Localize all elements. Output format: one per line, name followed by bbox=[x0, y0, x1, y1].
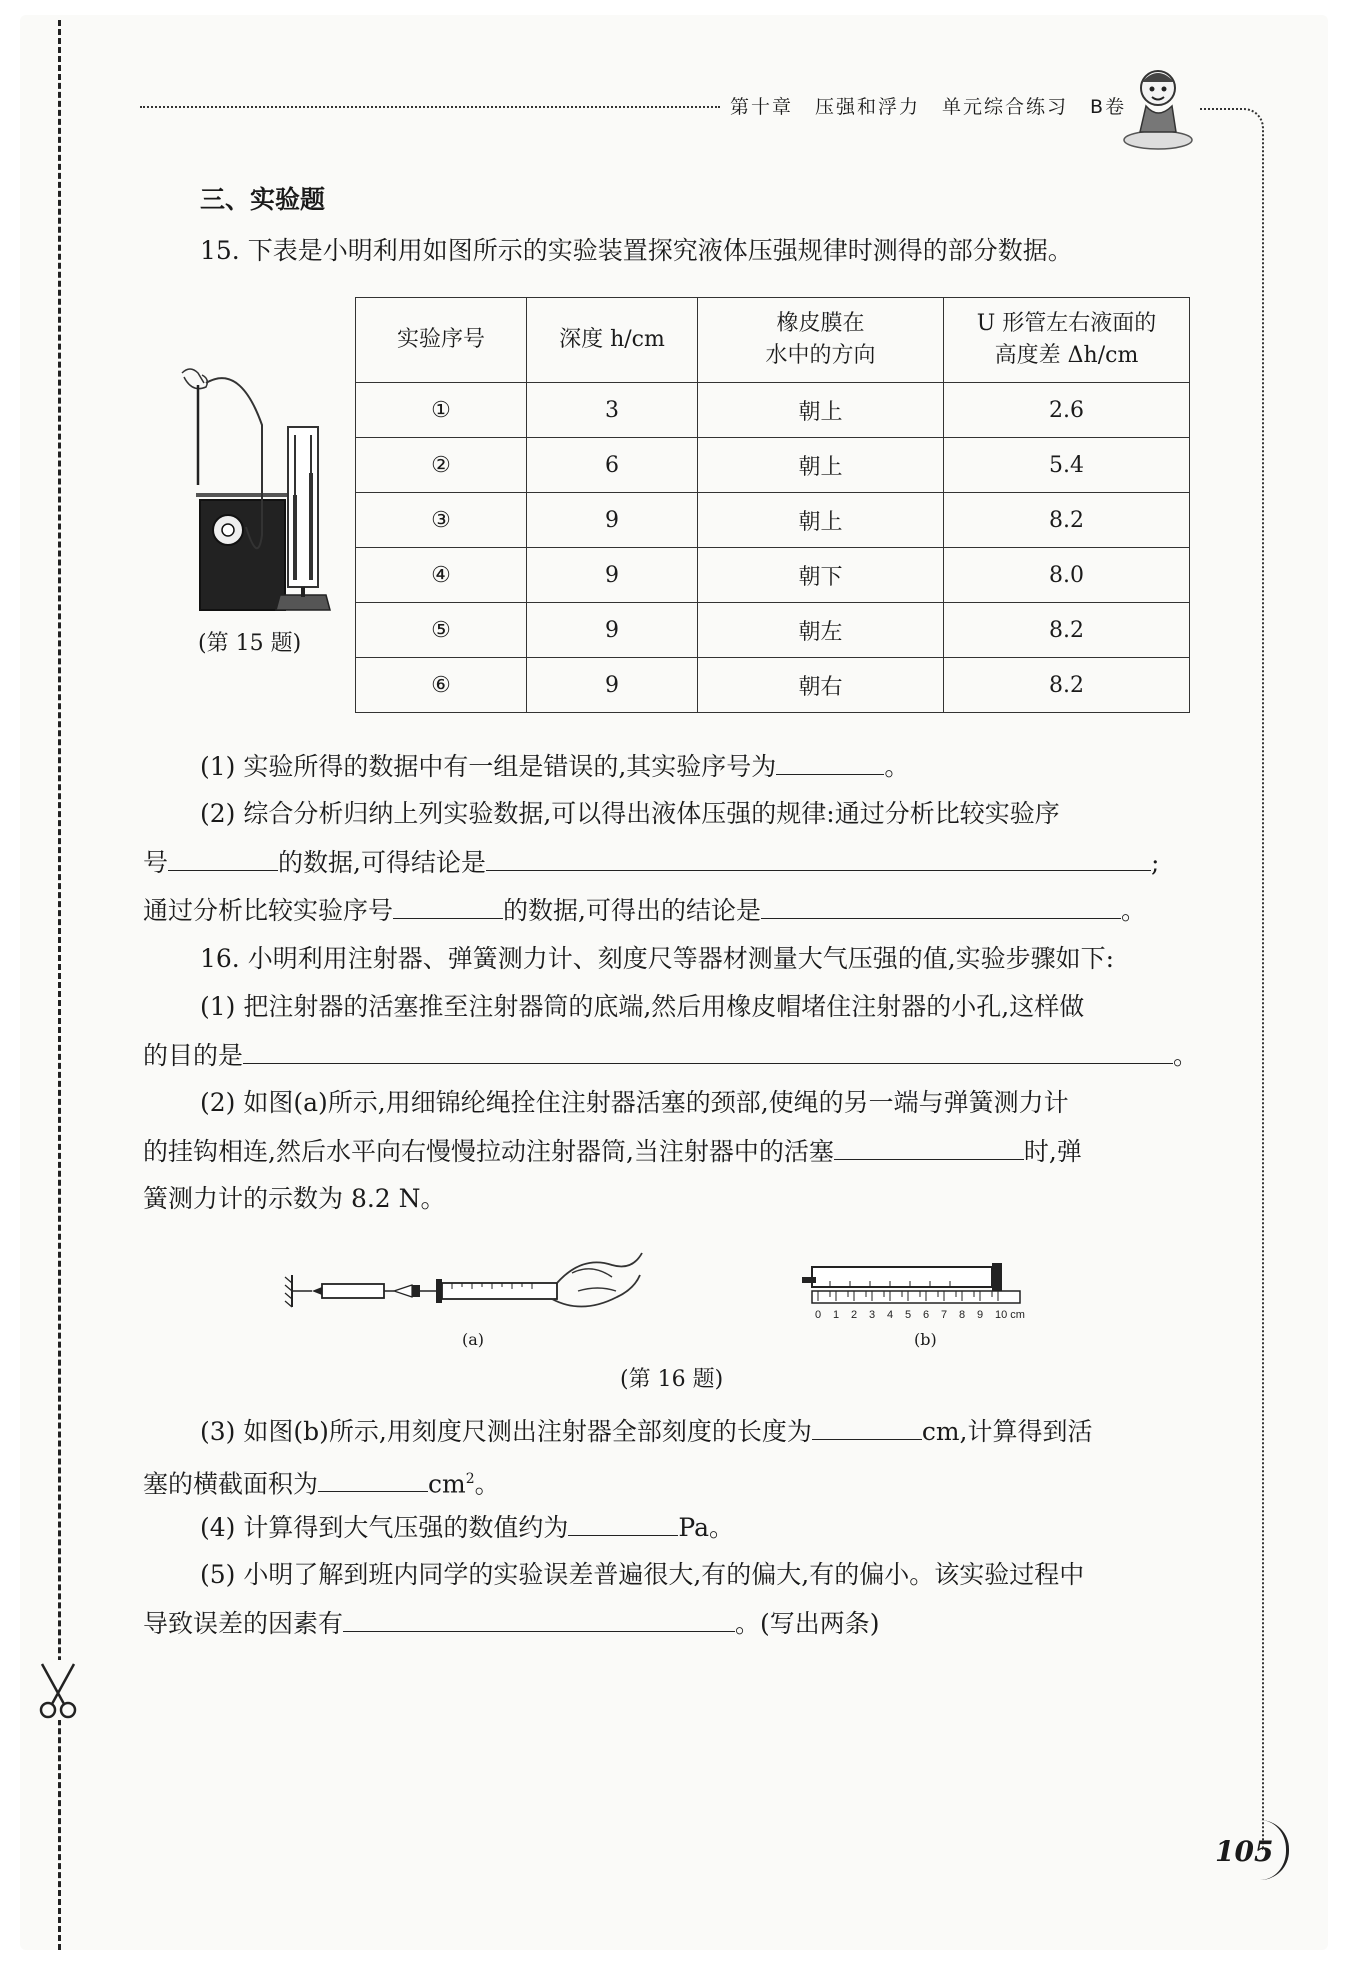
ruler-tick-label: 8 bbox=[959, 1309, 966, 1321]
q16-step4 bbox=[200, 1509, 734, 1546]
answer-blank[interactable] bbox=[393, 892, 503, 919]
q15-data-table bbox=[355, 297, 1190, 713]
answer-blank[interactable] bbox=[343, 1605, 735, 1632]
page-number: 105 bbox=[1215, 1835, 1274, 1868]
table-header-line: 橡皮膜在 bbox=[776, 311, 865, 336]
answer-blank[interactable] bbox=[168, 844, 278, 871]
q16-step3-line1 bbox=[200, 1413, 1092, 1450]
answer-blank[interactable] bbox=[834, 1133, 1024, 1160]
table-cell-direction: 朝上 bbox=[698, 383, 944, 438]
ruler-tick-label: 5 bbox=[905, 1309, 912, 1321]
running-header bbox=[730, 92, 1148, 119]
q16-step3-line2 bbox=[143, 1461, 500, 1502]
table-cell-height-diff: 8.2 bbox=[944, 493, 1190, 548]
table-cell-depth: 6 bbox=[527, 438, 698, 493]
q15-part2-line2 bbox=[143, 844, 1159, 881]
table-row bbox=[356, 548, 1190, 603]
ruler-tick-label: 10 cm bbox=[995, 1309, 1025, 1321]
q15-part2-end: 。 bbox=[1120, 896, 1146, 925]
ruler-tick-label: 3 bbox=[869, 1309, 876, 1321]
table-header-cell: 实验序号 bbox=[356, 298, 527, 383]
table-cell-depth: 9 bbox=[527, 548, 698, 603]
table-row bbox=[356, 383, 1190, 438]
answer-blank[interactable] bbox=[486, 844, 1151, 871]
table-cell-depth: 9 bbox=[527, 493, 698, 548]
table-cell-id: ② bbox=[356, 438, 527, 493]
table-cell-id: ④ bbox=[356, 548, 527, 603]
q15-part2-line1: (2) 综合分析归纳上列实验数据,可以得出液体压强的规律:通过分析比较实验序 bbox=[200, 799, 1060, 828]
answer-blank[interactable] bbox=[812, 1413, 922, 1440]
answer-blank[interactable] bbox=[568, 1509, 678, 1536]
q16-step4-text: (4) 计算得到大气压强的数值约为 bbox=[200, 1513, 569, 1542]
q15-part2-line3 bbox=[143, 892, 1146, 929]
ruler-tick-label: 1 bbox=[833, 1309, 840, 1321]
answer-blank[interactable] bbox=[776, 748, 884, 775]
q16-step2-text: 的挂钩相连,然后水平向右慢慢拉动注射器筒,当注射器中的活塞 bbox=[143, 1137, 834, 1166]
q15-stem: 15. 下表是小明利用如图所示的实验装置探究液体压强规律时测得的部分数据。 bbox=[200, 236, 1073, 265]
answer-blank[interactable] bbox=[243, 1037, 1173, 1064]
q15-part2-text: 通过分析比较实验序号 bbox=[143, 896, 394, 925]
answer-blank[interactable] bbox=[318, 1465, 428, 1492]
unit-superscript: 2 bbox=[465, 1471, 475, 1487]
q15-part1-end: 。 bbox=[884, 752, 910, 781]
table-cell-height-diff: 8.2 bbox=[944, 603, 1190, 658]
table-cell-direction: 朝右 bbox=[698, 658, 944, 713]
figure-b-label: (b) bbox=[914, 1330, 937, 1349]
mascot-icon bbox=[1118, 62, 1198, 152]
q16-step5-end: 。(写出两条) bbox=[735, 1609, 880, 1638]
ruler-tick-label: 7 bbox=[941, 1309, 948, 1321]
table-header-line: U 形管左右液面的 bbox=[976, 311, 1157, 336]
table-cell-height-diff: 5.4 bbox=[944, 438, 1190, 493]
header-topic: 压强和浮力 bbox=[815, 96, 921, 118]
table-cell-height-diff: 8.2 bbox=[944, 658, 1190, 713]
q16-step5-text: 导致误差的因素有 bbox=[143, 1609, 344, 1638]
syringe-spring-scale-figure bbox=[282, 1235, 647, 1345]
q15-figure-caption: (第 15 题) bbox=[198, 631, 302, 656]
table-cell-id: ⑥ bbox=[356, 658, 527, 713]
q15-part2-text: 的数据,可得出的结论是 bbox=[503, 896, 761, 925]
header-volume: B卷 bbox=[1090, 96, 1127, 118]
table-cell-direction: 朝左 bbox=[698, 603, 944, 658]
table-header-line: 水中的方向 bbox=[765, 343, 876, 368]
table-cell-depth: 9 bbox=[527, 658, 698, 713]
pressure-gauge-apparatus-figure bbox=[180, 365, 350, 615]
q16-step1-end: 。 bbox=[1173, 1041, 1199, 1070]
right-border-rule bbox=[1200, 108, 1264, 1850]
q16-step2-end: 时,弹 bbox=[1023, 1137, 1082, 1166]
table-cell-height-diff: 2.6 bbox=[944, 383, 1190, 438]
ruler-tick-label: 0 bbox=[815, 1309, 822, 1321]
ruler-tick-label: 4 bbox=[887, 1309, 894, 1321]
answer-blank[interactable] bbox=[761, 892, 1121, 919]
ruler-tick-label: 2 bbox=[851, 1309, 858, 1321]
ruler-tick-label: 6 bbox=[923, 1309, 930, 1321]
table-cell-height-diff: 8.0 bbox=[944, 548, 1190, 603]
q15-part1 bbox=[200, 748, 909, 785]
table-cell-depth: 3 bbox=[527, 383, 698, 438]
q15-part2-text: 号 bbox=[143, 848, 169, 877]
table-row bbox=[356, 658, 1190, 713]
q16-figure-caption: (第 16 题) bbox=[620, 1367, 724, 1392]
table-header-cell: 深度 h/cm bbox=[527, 298, 698, 383]
q16-step1-line1: (1) 把注射器的活塞推至注射器筒的底端,然后用橡皮帽堵住注射器的小孔,这样做 bbox=[200, 992, 1085, 1021]
q16-step2-line3: 簧测力计的示数为 8.2 N。 bbox=[143, 1184, 446, 1213]
q16-step3-text: 塞的横截面积为 bbox=[143, 1469, 319, 1499]
header-chapter: 第十章 bbox=[730, 96, 794, 118]
table-row bbox=[356, 438, 1190, 493]
table-header-line: 高度差 Δh/cm bbox=[994, 343, 1139, 368]
q15-part2-text: 的数据,可得结论是 bbox=[278, 848, 486, 877]
header-rule bbox=[140, 106, 720, 108]
q16-step3-text: cm,计算得到活 bbox=[921, 1417, 1093, 1446]
scissors-icon bbox=[28, 1660, 88, 1720]
ruler-tick-label: 9 bbox=[977, 1309, 984, 1321]
table-cell-depth: 9 bbox=[527, 603, 698, 658]
q16-step1-text: 的目的是 bbox=[143, 1041, 244, 1070]
q16-step3-end: 。 bbox=[474, 1469, 500, 1499]
table-cell-direction: 朝下 bbox=[698, 548, 944, 603]
table-header-cell bbox=[698, 298, 944, 383]
q16-step3-unit: cm bbox=[428, 1469, 466, 1499]
q16-stem: 16. 小明利用注射器、弹簧测力计、刻度尺等器材测量大气压强的值,实验步骤如下: bbox=[200, 944, 1115, 973]
section-title: 三、实验题 bbox=[200, 185, 326, 214]
q16-step1-line2 bbox=[143, 1037, 1198, 1074]
table-cell-id: ⑤ bbox=[356, 603, 527, 658]
figure-a-label: (a) bbox=[462, 1330, 485, 1349]
q16-step5-line1: (5) 小明了解到班内同学的实验误差普遍很大,有的偏大,有的偏小。该实验过程中 bbox=[200, 1560, 1085, 1589]
header-unit: 单元综合练习 bbox=[942, 96, 1069, 118]
q16-step5-line2 bbox=[143, 1605, 880, 1642]
table-header-row bbox=[356, 298, 1190, 383]
q15-part2-end: ; bbox=[1150, 848, 1160, 877]
table-cell-id: ③ bbox=[356, 493, 527, 548]
table-cell-direction: 朝上 bbox=[698, 438, 944, 493]
q16-step2-line2 bbox=[143, 1133, 1082, 1170]
q16-step4-unit: Pa。 bbox=[678, 1513, 734, 1542]
table-cell-direction: 朝上 bbox=[698, 493, 944, 548]
table-cell-id: ① bbox=[356, 383, 527, 438]
q15-part1-text: (1) 实验所得的数据中有一组是错误的,其实验序号为 bbox=[200, 752, 777, 781]
q16-step2-line1: (2) 如图(a)所示,用细锦纶绳拴住注射器活塞的颈部,使绳的另一端与弹簧测力计 bbox=[200, 1088, 1069, 1117]
table-header-cell bbox=[944, 298, 1190, 383]
q16-step3-text: (3) 如图(b)所示,用刻度尺测出注射器全部刻度的长度为 bbox=[200, 1417, 812, 1446]
table-row bbox=[356, 493, 1190, 548]
table-row bbox=[356, 603, 1190, 658]
